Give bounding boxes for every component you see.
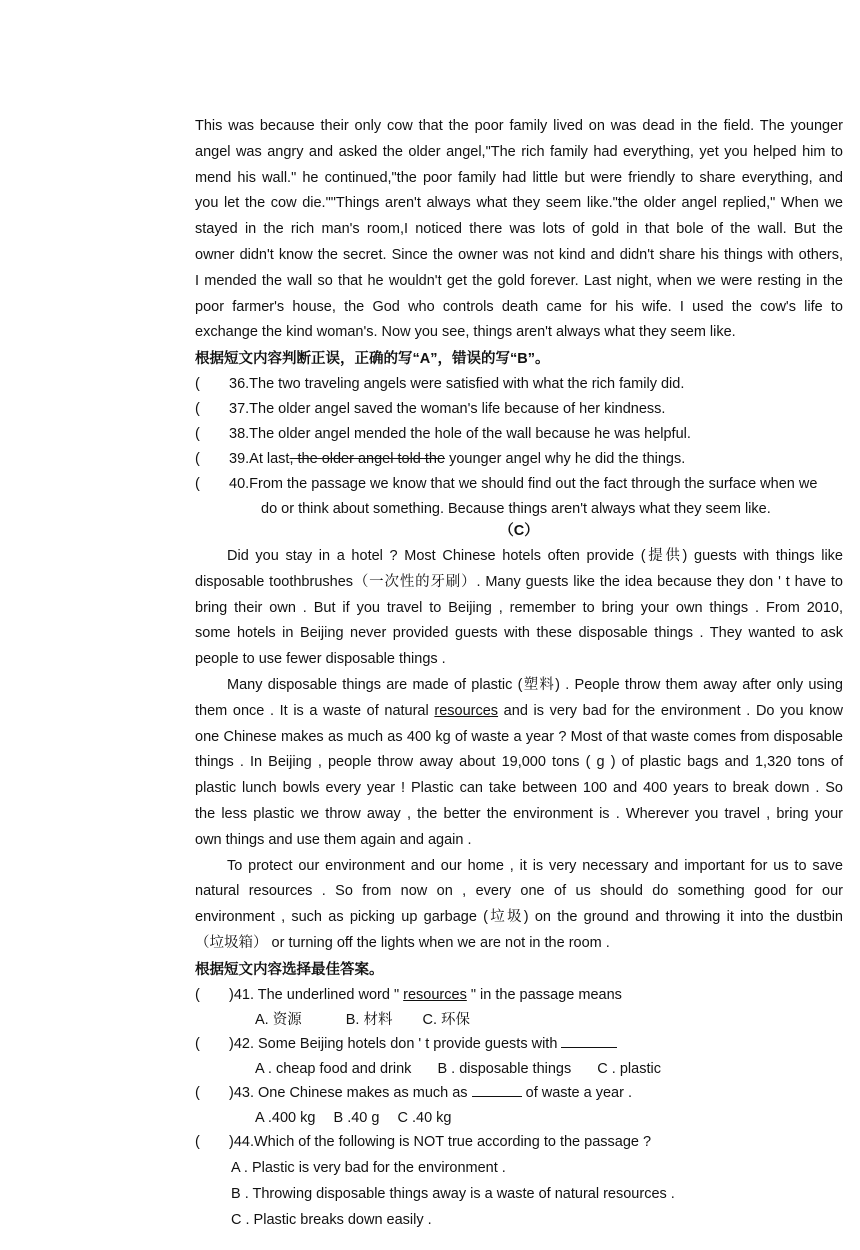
answer-paren: ( [195, 1084, 200, 1101]
option-a: A . cheap food and drink [255, 1060, 412, 1077]
question-text [195, 983, 843, 1008]
option-a: A .400 kg [255, 1109, 316, 1126]
passage-line: poor farmer's house, the God who controls death came for his wife. I used the cow's life to [195, 298, 843, 315]
question-40 [195, 472, 843, 522]
passage-line: one Chinese makes as much as 400 kg of waste a year ? Most of that waste comes from disposable [195, 728, 843, 745]
option-c: C . Plastic breaks down easily . [231, 1211, 432, 1228]
question-38 [195, 422, 843, 447]
underlined-word: resources [403, 986, 467, 1003]
option-b: B . Throwing disposable things away is a waste of natural resources . [231, 1185, 675, 1202]
q39-suffix: younger angel why he did the things. [445, 451, 686, 468]
question-text: 40.From the passage we know that we should find out the fact through the surface when we [229, 476, 818, 493]
passage-line: natural resources . So from now on , every one of us should do something good for our [195, 883, 843, 900]
instruction-true-false: 根据短文内容判断正误，正确的写“A”，错误的写“B”。 [195, 351, 550, 368]
passage-line: mend his wall." he continued,"the poor family had little but were friendly to share everything, and [195, 169, 843, 186]
text-segment: )42. Some Beijing hotels don ' t provide guests with [229, 1035, 558, 1052]
q42-options [195, 1057, 843, 1081]
q44-options [195, 1155, 843, 1233]
answer-paren: ( [195, 986, 200, 1003]
passage-line: I mended the wall so that he wouldn't get the gold forever. Last night, when we were resting in the [195, 272, 843, 289]
paragraph-2 [195, 673, 843, 854]
question-42 [195, 1032, 843, 1057]
passage-line: people to use fewer disposable things . [195, 651, 446, 668]
text-segment: )43. One Chinese makes as much as [229, 1084, 468, 1101]
answer-blank [561, 1033, 617, 1048]
q43-options [195, 1106, 843, 1130]
passage-line: plastic lunch bowls every year ! Plastic can take between 100 and 400 years to break down . So [195, 780, 843, 797]
passage-line: own things and use them again and again . [195, 831, 472, 848]
option-a: A . Plastic is very bad for the environment . [231, 1159, 506, 1176]
q39-struck-text: , the older angel told the [289, 451, 446, 468]
question-text: )44.Which of the following is NOT true according to the passage ? [229, 1133, 652, 1150]
passage-line: Many disposable things are made of plastic (塑料) . People throw them away after only using [227, 676, 843, 693]
answer-paren: ( [195, 451, 200, 468]
underlined-word-resources: resources [434, 702, 499, 719]
passage-line: things . In Beijing , people throw away about 19,000 tons ( g ) of plastic bags and 1,320 tons of [195, 754, 843, 771]
passage-line: exchange the kind woman's. Now you see, things aren't always what they seem like. [195, 324, 736, 341]
question-text-cont: do or think about something. Because things aren't always what they seem like. [261, 501, 771, 518]
passage-line: To protect our environment and our home , it is very necessary and important for us to save [227, 857, 843, 874]
passage-line [195, 699, 843, 725]
question-text: 36.The two traveling angels were satisfied with what the rich family did. [229, 376, 685, 393]
passage-line: bring their own . But if you travel to Beijing , remember to bring your own things . From 2010, [195, 599, 843, 616]
answer-paren: ( [195, 426, 200, 443]
question-text: 37.The older angel saved the woman's life because of her kindness. [229, 401, 666, 418]
question-text [229, 447, 843, 472]
passage-line: environment , such as picking up garbage (垃圾) on the ground and throwing it into the dustbin [195, 909, 843, 926]
passage-line: you let the cow die.""Things aren't always what they seem like."the older angel replied," When we [195, 195, 843, 212]
option-c: C. 环保 [422, 1011, 471, 1028]
q39-prefix: 39.At last [229, 451, 290, 468]
passage-line: some hotels in Beijing never provided guests with these disposable things . They wanted to ask [195, 625, 843, 642]
question-37 [195, 397, 843, 422]
option-c: C .40 kg [397, 1109, 452, 1126]
text-segment: " in the passage means [466, 986, 622, 1003]
question-43 [195, 1081, 843, 1106]
question-36 [195, 372, 843, 397]
question-41 [195, 983, 843, 1008]
option-b: B . disposable things [437, 1060, 572, 1077]
text-segment: them once . It is a waste of natural [195, 702, 435, 719]
paragraph-1 [195, 544, 843, 673]
passage-line: stayed in the rich man's room,I noticed there was lots of gold in that bole of the wall. But the [195, 221, 843, 238]
answer-paren: ( [195, 1035, 200, 1052]
answer-paren: ( [195, 476, 200, 493]
question-text [195, 1081, 843, 1106]
text-segment: and is very bad for the environment . Do you know [498, 702, 843, 719]
passage-line: Did you stay in a hotel ? Most Chinese hotels often provide (提供) guests with things like [227, 548, 843, 564]
section-c-title: （C） [499, 523, 539, 539]
section-c [195, 518, 843, 1233]
passage-b [195, 114, 843, 522]
passage-line: owner didn't know the secret. Since the owner was not kind and didn't share his things with others, [195, 246, 843, 263]
question-text: 38.The older angel mended the hole of the wall because he was helpful. [229, 426, 691, 443]
question-39 [195, 447, 843, 472]
passage-line: This was because their only cow that the poor family lived on was dead in the field. The younger [195, 118, 843, 134]
q41-options [195, 1008, 843, 1032]
passage-line: （垃圾箱） or turning off the lights when we are not in the room . [195, 934, 610, 951]
instruction-multiple-choice: 根据短文内容选择最佳答案。 [195, 961, 384, 978]
paragraph-3 [195, 854, 843, 957]
option-a: A. 资源 [255, 1011, 302, 1028]
passage-line: the less plastic we throw away , the better the environment is . Wherever you travel , bring your [195, 805, 843, 822]
text-segment: )41. The underlined word " [229, 986, 404, 1003]
option-b: B .40 g [333, 1109, 380, 1126]
passage-line: angel was angry and asked the older angel,"The rich family had everything, yet you helped him to [195, 143, 843, 160]
question-44 [195, 1130, 843, 1155]
option-b: B. 材料 [345, 1011, 393, 1028]
text-segment: of waste a year . [525, 1084, 633, 1101]
passage-line: disposable toothbrushes（一次性的牙刷）. Many guests like the idea because they don ' t have to [195, 573, 843, 590]
question-text [195, 1032, 843, 1057]
answer-paren: ( [195, 1133, 200, 1150]
option-c: C . plastic [597, 1060, 661, 1077]
answer-paren: ( [195, 376, 200, 393]
answer-blank [472, 1082, 522, 1097]
answer-paren: ( [195, 401, 200, 418]
